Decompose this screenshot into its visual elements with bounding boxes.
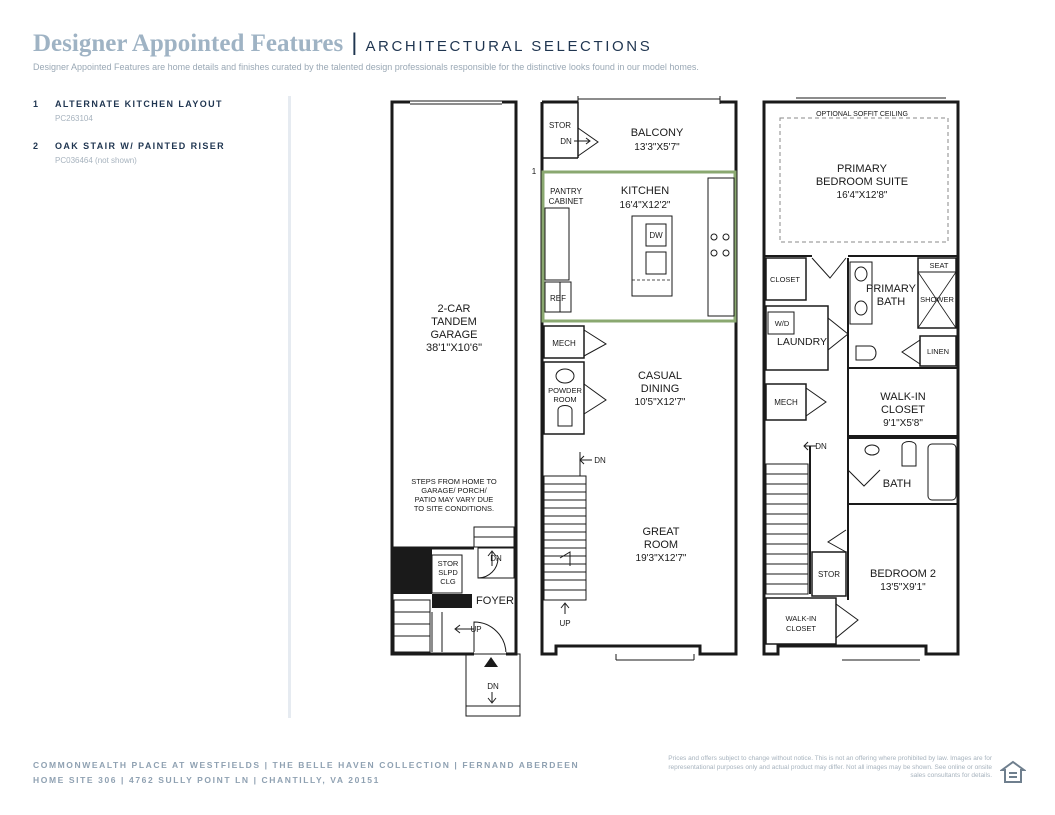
- linen-label: LINEN: [926, 347, 950, 356]
- page-title: Designer Appointed Features: [33, 30, 344, 57]
- bedroom2-dimensions: 13'5"X9'1": [880, 582, 926, 593]
- main-level-labels: [532, 121, 687, 628]
- seat-label: SEAT: [929, 261, 949, 270]
- burner-icon: [711, 250, 717, 256]
- bath-sink-icon: [855, 267, 867, 281]
- bath-sink-icon: [855, 301, 867, 315]
- burner-icon: [723, 234, 729, 240]
- powder-door-swing: [584, 384, 606, 414]
- garage-label-1: 2-CAR: [437, 303, 471, 315]
- primary-suite-dimensions: 16'4"X12'8": [836, 190, 888, 201]
- casual-dining-dimensions: 10'5"X12'7": [634, 397, 686, 408]
- stor-door-swing: [828, 530, 846, 552]
- option-marker-1: 1: [531, 167, 537, 176]
- option-name: OAK STAIR W/ PAINTED RISER: [55, 141, 226, 151]
- hall-bath: [848, 438, 958, 504]
- main-dn-label: DN: [594, 456, 606, 465]
- balcony-label: BALCONY: [630, 127, 684, 139]
- main-mech-label: MECH: [552, 339, 576, 348]
- lower-dn-stair: [478, 548, 514, 578]
- garage-label-3: GARAGE: [430, 329, 478, 341]
- header-description: Designer Appointed Features are home details and finishes curated by the talented design professionals responsible for the distinctive looks found in our model homes.: [33, 62, 699, 72]
- bath-label: BATH: [882, 478, 912, 490]
- footer-address: [33, 758, 579, 788]
- hall-bath-door-swing: [848, 470, 880, 486]
- powder-label-1: POWDER: [548, 386, 582, 395]
- pantry-label-1: PANTRY: [550, 187, 582, 196]
- garage-label-2: TANDEM: [431, 316, 477, 328]
- dw-label: DW: [649, 231, 663, 240]
- burner-icon: [711, 234, 717, 240]
- garage-note-4: TO SITE CONDITIONS.: [413, 504, 495, 513]
- lower-level-plan: [392, 102, 520, 716]
- upper-stor-label: STOR: [817, 570, 841, 579]
- primary-suite-label-1: PRIMARY: [837, 163, 887, 175]
- shower-label: SHOWER: [920, 295, 954, 304]
- stor-label-1: STOR: [437, 559, 459, 568]
- lower-stairs: [394, 600, 430, 652]
- footer-line-2: HOME SITE 306 | 4762 SULLY POINT LN | CHANTILLY, VA 20151: [33, 775, 380, 785]
- burner-icon: [723, 250, 729, 256]
- footer-disclaimer: Prices and offers subject to change without notice. This is not an offering where prohibited by law. Images are for representational purposes only and actual product may differ. Not all images may be shown. See online or onsite sales consultants for details.: [668, 755, 992, 779]
- option-code: PC036464 (not shown): [55, 156, 137, 165]
- walk-in-closet-label-1: WALK-IN: [880, 391, 926, 403]
- lower-solid-wall: [392, 549, 432, 594]
- main-stor-label: STOR: [548, 121, 572, 130]
- pantry-cabinet: [545, 208, 569, 280]
- bathtub: [928, 444, 956, 500]
- upper-mech-label: MECH: [774, 398, 798, 407]
- lower-solid-wall: [432, 594, 472, 608]
- stor-label-2: SLPD: [438, 568, 458, 577]
- garage-dimensions: 38'1"X10'6": [425, 342, 483, 354]
- upper-dn-label: DN: [815, 442, 827, 451]
- soffit-label: OPTIONAL SOFFIT CEILING: [816, 111, 908, 118]
- equal-housing-icon: [1000, 760, 1026, 784]
- option-name: ALTERNATE KITCHEN LAYOUT: [55, 99, 223, 109]
- page-subtitle-caps: ARCHITECTURAL SELECTIONS: [365, 38, 653, 55]
- great-room-dimensions: 19'3"X12'7": [635, 553, 687, 564]
- upper-level-labels: [770, 111, 954, 633]
- great-room-label-1: GREAT: [642, 526, 680, 538]
- main-stairs: [544, 476, 586, 600]
- garage-note-3: PATIO MAY VARY DUE: [414, 495, 494, 504]
- option-number: 1: [33, 99, 40, 109]
- closet-door-swing: [812, 258, 846, 278]
- hall-bath-sink-icon: [865, 445, 879, 455]
- foyer-label: FOYER: [476, 595, 514, 607]
- casual-dining-label-1: CASUAL: [637, 370, 683, 382]
- wd-label: W/D: [774, 319, 790, 328]
- foyer-up-label: UP: [470, 625, 482, 634]
- kitchen-label: KITCHEN: [620, 185, 670, 197]
- island-sink: [646, 252, 666, 274]
- range-counter: [708, 178, 734, 316]
- kitchen-dimensions: 16'4"X12'2": [619, 200, 671, 211]
- wic2-door-swing: [836, 604, 858, 638]
- entry-dn-label: DN: [487, 682, 499, 691]
- hall-bath-toilet-icon: [902, 442, 916, 467]
- pantry-label-2: CABINET: [548, 197, 584, 206]
- linen-door-swing: [902, 340, 920, 364]
- ref-label: REF: [550, 294, 566, 303]
- powder-sink-icon: [556, 369, 574, 383]
- lower-dn-label: DN: [490, 554, 502, 563]
- option-number: 2: [33, 141, 40, 151]
- powder-label-2: ROOM: [553, 395, 577, 404]
- main-up-label: UP: [559, 619, 571, 628]
- footer-line-1: COMMONWEALTH PLACE AT WESTFIELDS | THE BELLE HAVEN COLLECTION | FERNAND ABERDEEN: [33, 760, 580, 770]
- closet-label: CLOSET: [769, 275, 801, 284]
- title-separator: |: [351, 29, 358, 56]
- laundry-door-swing: [828, 318, 848, 350]
- mech-door-swing: [584, 330, 606, 356]
- walk-in-closet2-label-1: WALK-IN: [785, 614, 817, 623]
- powder-toilet-icon: [558, 406, 572, 427]
- walk-in-closet2-label-2: CLOSET: [785, 624, 817, 633]
- main-stor-dn-label: DN: [560, 137, 572, 146]
- primary-bath-label-2: BATH: [876, 296, 906, 308]
- upper-mech-door-swing: [806, 388, 826, 416]
- primary-bath-label-1: PRIMARY: [866, 283, 916, 295]
- entry-triangle-icon: [484, 657, 498, 667]
- laundry-label: LAUNDRY: [777, 336, 827, 348]
- stor-label-3: CLG: [440, 577, 456, 586]
- option-code: PC263104: [55, 114, 93, 123]
- balcony-dimensions: 13'3"X5'7": [634, 142, 680, 153]
- garage-note-1: STEPS FROM HOME TO: [411, 477, 497, 486]
- bedroom2-label: BEDROOM 2: [869, 568, 937, 580]
- great-room-label-2: ROOM: [643, 539, 679, 551]
- walk-in-closet-dimensions: 9'1"X5'8": [883, 418, 923, 429]
- bath-toilet-icon: [856, 346, 876, 360]
- walk-in-closet-label-2: CLOSET: [880, 404, 926, 416]
- primary-suite-label-2: BEDROOM SUITE: [815, 176, 909, 188]
- casual-dining-label-2: DINING: [640, 383, 680, 395]
- garage-note-2: GARAGE/ PORCH/: [421, 486, 487, 495]
